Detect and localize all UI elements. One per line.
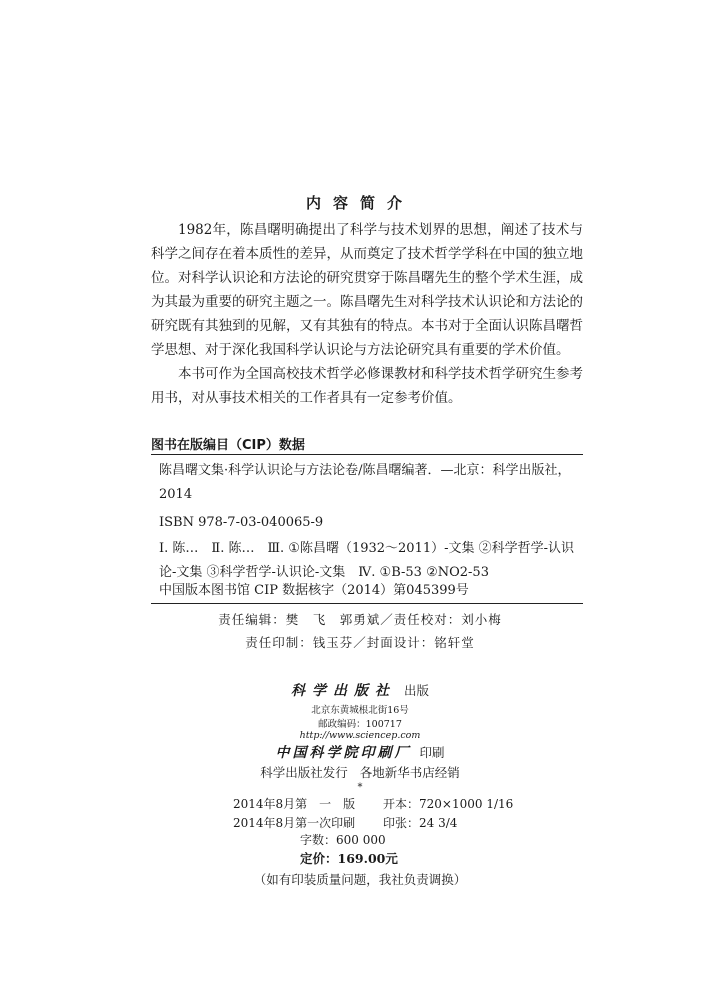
- summary-title: 内容简介: [305, 194, 414, 212]
- cip-record-number: 中国版本图书馆 CIP 数据核字（2014）第045399号: [159, 583, 469, 598]
- summary-body: [151, 218, 583, 410]
- publisher-website: http://www.sciencep.com: [299, 730, 421, 741]
- sheets-label: 印张：24 3/4: [383, 816, 458, 830]
- format-label: 开本：720×1000 1/16: [383, 797, 514, 811]
- price-label: 定价：169.00元: [300, 851, 398, 866]
- cip-subjects: Ⅰ. 陈… Ⅱ. 陈… Ⅲ. ①陈昌曙（1932～2011）-文集 ②科学哲学-认识论-文集 ③科学哲学-认识论-文集 Ⅳ. ①B-53 ②NO2-53: [159, 541, 575, 580]
- quality-notice: （如有印装质量问题，我社负责调换）: [253, 872, 467, 887]
- publisher-postcode: 邮政编码：100717: [318, 719, 402, 730]
- edition-label: 2014年8月第 一 版: [233, 797, 356, 811]
- summary-paragraph: 本书可作为全国高校技术哲学必修课教材和科学技术哲学研究生参考用书，对从事技术相关的工作者具有一定参考价值。: [151, 366, 583, 406]
- summary-paragraph: 1982年，陈昌曙明确提出了科学与技术划界的思想，阐述了技术与科学之间存在着本质性的差异，从而奠定了技术哲学学科在中国的独立地位。对科学认识论和方法论的研究贯穿于陈昌曙先生的整个学术生涯，成为其最为重要的研究主题之一。陈昌曙先生对科学技术认识论和方法论的研究既有其独到的见解，又有其独有的特点。本书对于全面认识陈昌曙哲学思想、对于深化我国科学认识论与方法论研究具有重要的学术价值。: [151, 222, 583, 358]
- cip-data-block: [151, 454, 583, 604]
- words-label: 字数：600 000: [300, 833, 386, 847]
- printer-line: [0, 742, 720, 762]
- distribution-line: [0, 763, 720, 781]
- cip-bibliographic: 陈昌曙文集·科学认识论与方法论卷/陈昌曙编著．—北京：科学出版社，2014: [159, 463, 571, 502]
- cip-heading: 图书在版编目（CIP）数据: [151, 438, 305, 453]
- seller: 各地新华书店经销: [359, 765, 460, 780]
- publisher-name: 科学出版社: [290, 683, 396, 699]
- editor-credits: 责任编辑：樊 飞 郭勇斌／责任校对：刘小梅: [218, 612, 502, 627]
- publisher-line: [0, 680, 720, 700]
- publisher-address: 北京东黄城根北街16号: [311, 705, 409, 716]
- production-credits: 责任印制：钱玉芬／封面设计：铭轩堂: [245, 635, 475, 650]
- publisher-role: 出版: [403, 683, 429, 698]
- printer-name: 中国科学院印刷厂: [275, 745, 412, 761]
- printer-role: 印刷: [419, 745, 445, 760]
- separator-star: *: [357, 782, 363, 793]
- printing-label: 2014年8月第一次印刷: [233, 816, 356, 830]
- issuer: 科学出版社发行: [260, 765, 348, 780]
- printing-row: [233, 814, 458, 831]
- cip-isbn: ISBN 978-7-03-040065-9: [159, 515, 324, 530]
- edition-row: [233, 795, 514, 812]
